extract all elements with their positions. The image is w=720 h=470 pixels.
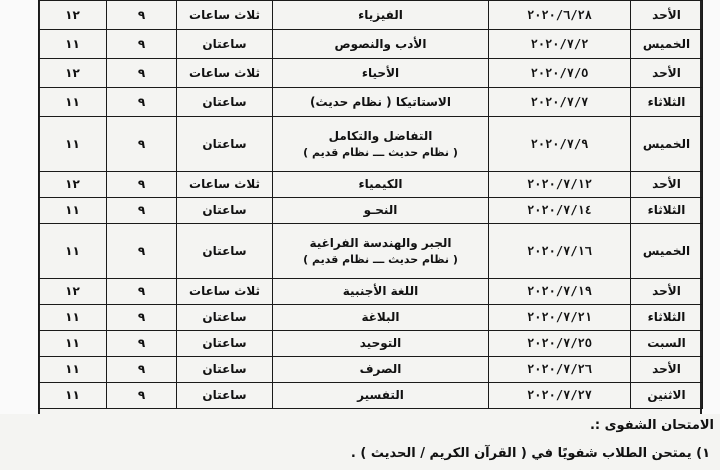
duration-cell: ساعتان bbox=[177, 88, 273, 117]
col-a-cell: ٩ bbox=[107, 59, 177, 88]
col-a-cell: ٩ bbox=[107, 198, 177, 224]
schedule-row bbox=[39, 357, 703, 383]
day-cell: الأحد bbox=[631, 172, 703, 198]
subject-cell bbox=[273, 117, 489, 172]
date-cell: ٢٠٢٠/٧/٩ bbox=[489, 117, 631, 172]
col-b-cell: ١١ bbox=[39, 305, 107, 331]
day-cell: الخميس bbox=[631, 224, 703, 279]
schedule-row bbox=[39, 59, 703, 88]
subject-name: الأدب والنصوص bbox=[334, 36, 427, 51]
duration-cell: ساعتان bbox=[177, 117, 273, 172]
subject-cell bbox=[273, 30, 489, 59]
day-cell: الثلاثاء bbox=[631, 88, 703, 117]
oral-exam-heading: الامتحان الشفوى :. bbox=[589, 418, 714, 433]
col-a-cell: ٩ bbox=[107, 331, 177, 357]
subject-name: اللغة الأجنبية bbox=[342, 284, 419, 298]
subject-name: الفيزياء bbox=[358, 7, 403, 22]
day-cell: الأحد bbox=[631, 357, 703, 383]
col-b-cell: ١٢ bbox=[39, 172, 107, 198]
day-cell: الأحد bbox=[631, 279, 703, 305]
date-cell: ٢٠٢٠/٧/١٩ bbox=[489, 279, 631, 305]
duration-cell: ساعتان bbox=[177, 331, 273, 357]
schedule-row bbox=[39, 172, 703, 198]
col-b-cell: ١٢ bbox=[39, 1, 107, 30]
exam-schedule-table bbox=[38, 0, 703, 409]
col-a-cell: ٩ bbox=[107, 88, 177, 117]
subject-cell bbox=[273, 88, 489, 117]
date-cell: ٢٠٢٠/٧/١٤ bbox=[489, 198, 631, 224]
subject-name: البلاغة bbox=[361, 310, 400, 324]
subject-name: الاستاتيكا ( نظام حديث) bbox=[310, 94, 451, 109]
date-cell: ٢٠٢٠/٧/٢٥ bbox=[489, 331, 631, 357]
subject-name: الصرف bbox=[359, 362, 402, 376]
subject-cell bbox=[273, 198, 489, 224]
date-cell: ٢٠٢٠/٧/٢٦ bbox=[489, 357, 631, 383]
col-b-cell: ١١ bbox=[39, 117, 107, 172]
day-cell: الخميس bbox=[631, 117, 703, 172]
subject-cell bbox=[273, 172, 489, 198]
subject-name: الأحياء bbox=[361, 65, 400, 80]
subject-name: التفسير bbox=[357, 388, 404, 402]
duration-cell: ساعتان bbox=[177, 30, 273, 59]
schedule-row bbox=[39, 331, 703, 357]
col-a-cell: ٩ bbox=[107, 117, 177, 172]
oral-exam-line-1: ١) يمتحن الطلاب شفويًا في ( القرآن الكريم / الحديث ) . bbox=[350, 446, 710, 461]
col-a-cell: ٩ bbox=[107, 1, 177, 30]
page-right-margin bbox=[700, 0, 720, 414]
day-cell: السبت bbox=[631, 331, 703, 357]
subject-name: التوحيد bbox=[359, 336, 402, 350]
subject-cell bbox=[273, 357, 489, 383]
schedule-row bbox=[39, 305, 703, 331]
duration-cell: ساعتان bbox=[177, 357, 273, 383]
schedule-row bbox=[39, 383, 703, 409]
col-b-cell: ١٢ bbox=[39, 279, 107, 305]
col-a-cell: ٩ bbox=[107, 305, 177, 331]
schedule-row bbox=[39, 1, 703, 30]
subject-cell bbox=[273, 383, 489, 409]
duration-cell: ساعتان bbox=[177, 224, 273, 279]
day-cell: الأحد bbox=[631, 1, 703, 30]
subject-name: النحـو bbox=[363, 203, 398, 217]
schedule-row bbox=[39, 198, 703, 224]
duration-cell: ثلاث ساعات bbox=[177, 172, 273, 198]
schedule-row bbox=[39, 88, 703, 117]
duration-cell: ثلاث ساعات bbox=[177, 279, 273, 305]
duration-cell: ثلاث ساعات bbox=[177, 1, 273, 30]
schedule-row bbox=[39, 30, 703, 59]
schedule-row bbox=[39, 279, 703, 305]
day-cell: الاثنين bbox=[631, 383, 703, 409]
day-cell: الثلاثاء bbox=[631, 198, 703, 224]
col-b-cell: ١١ bbox=[39, 224, 107, 279]
col-b-cell: ١١ bbox=[39, 88, 107, 117]
date-cell: ٢٠٢٠/٦/٢٨ bbox=[489, 1, 631, 30]
subject-name: التفاضل والتكامل bbox=[328, 128, 433, 143]
day-cell: الثلاثاء bbox=[631, 305, 703, 331]
date-cell: ٢٠٢٠/٧/١٢ bbox=[489, 172, 631, 198]
subject-cell bbox=[273, 59, 489, 88]
date-cell: ٢٠٢٠/٧/٥ bbox=[489, 59, 631, 88]
day-cell: الخميس bbox=[631, 30, 703, 59]
date-cell: ٢٠٢٠/٧/٢ bbox=[489, 30, 631, 59]
duration-cell: ساعتان bbox=[177, 305, 273, 331]
col-b-cell: ١١ bbox=[39, 198, 107, 224]
col-b-cell: ١١ bbox=[39, 383, 107, 409]
subject-cell bbox=[273, 224, 489, 279]
subject-system-note: ( نظام حديث ـــ نظام قديم ) bbox=[303, 252, 458, 266]
col-a-cell: ٩ bbox=[107, 279, 177, 305]
col-b-cell: ١٢ bbox=[39, 59, 107, 88]
duration-cell: ساعتان bbox=[177, 198, 273, 224]
col-a-cell: ٩ bbox=[107, 357, 177, 383]
exam-schedule-body bbox=[39, 1, 703, 409]
subject-name: الكيمياء bbox=[358, 177, 403, 191]
subject-name: الجبر والهندسة الفراغية bbox=[309, 235, 452, 250]
col-a-cell: ٩ bbox=[107, 383, 177, 409]
subject-cell bbox=[273, 1, 489, 30]
col-b-cell: ١١ bbox=[39, 331, 107, 357]
col-b-cell: ١١ bbox=[39, 30, 107, 59]
schedule-row bbox=[39, 117, 703, 172]
date-cell: ٢٠٢٠/٧/٢٧ bbox=[489, 383, 631, 409]
col-a-cell: ٩ bbox=[107, 30, 177, 59]
date-cell: ٢٠٢٠/٧/١٦ bbox=[489, 224, 631, 279]
subject-cell bbox=[273, 305, 489, 331]
col-a-cell: ٩ bbox=[107, 172, 177, 198]
day-cell: الأحد bbox=[631, 59, 703, 88]
subject-system-note: ( نظام حديث ـــ نظام قديم ) bbox=[303, 145, 458, 159]
schedule-row bbox=[39, 224, 703, 279]
col-b-cell: ١١ bbox=[39, 357, 107, 383]
duration-cell: ثلاث ساعات bbox=[177, 59, 273, 88]
subject-cell bbox=[273, 279, 489, 305]
duration-cell: ساعتان bbox=[177, 383, 273, 409]
col-a-cell: ٩ bbox=[107, 224, 177, 279]
page-left-margin bbox=[0, 0, 40, 414]
date-cell: ٢٠٢٠/٧/٢١ bbox=[489, 305, 631, 331]
date-cell: ٢٠٢٠/٧/٧ bbox=[489, 88, 631, 117]
subject-cell bbox=[273, 331, 489, 357]
